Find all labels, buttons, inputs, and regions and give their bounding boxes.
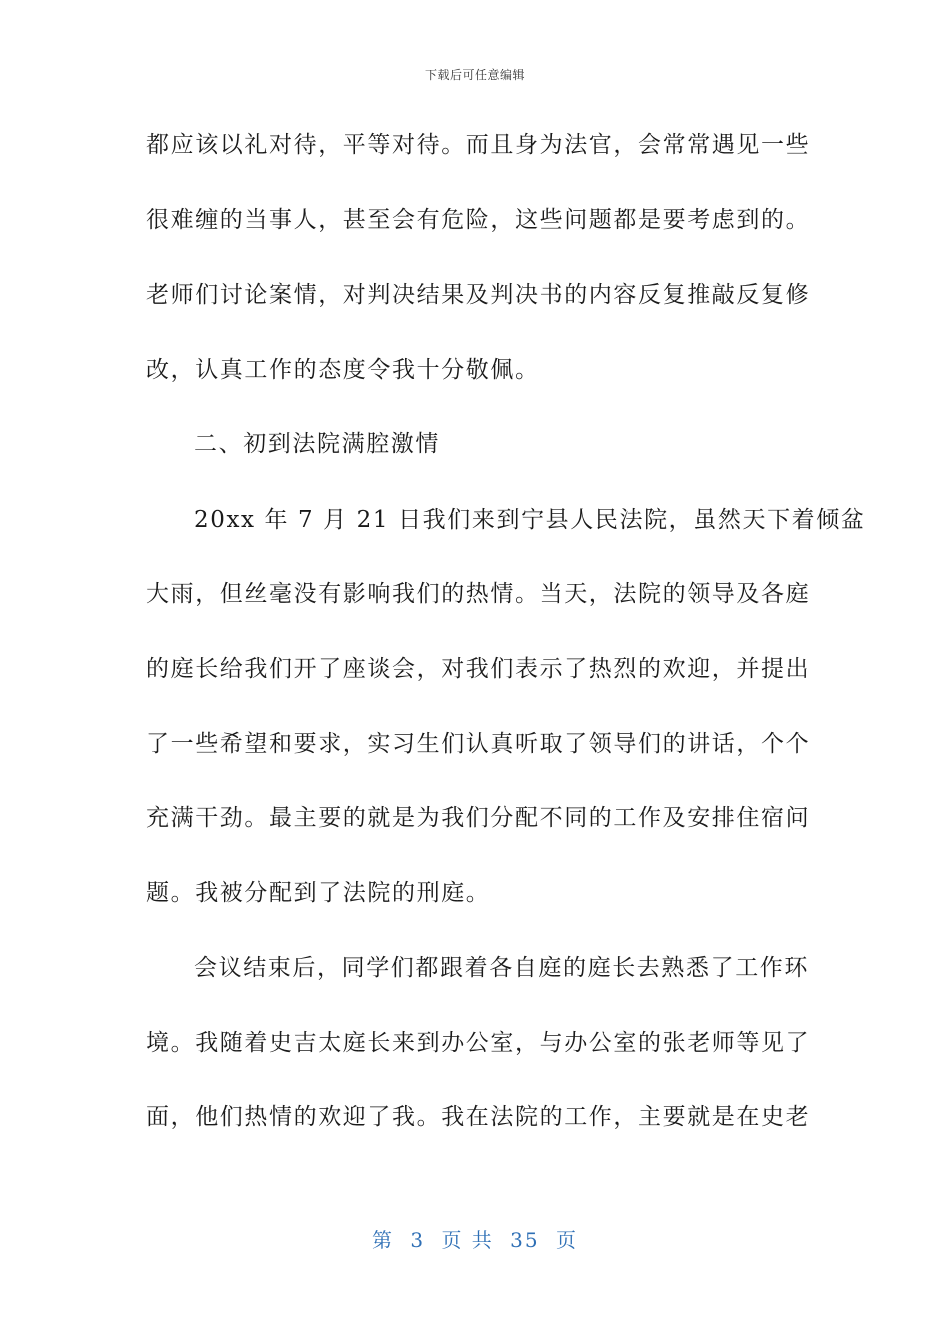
body-line: 的庭长给我们开了座谈会，对我们表示了热烈的欢迎，并提出 xyxy=(146,656,811,682)
body-line: 老师们讨论案情，对判决结果及判决书的内容反复推敲反复修 xyxy=(146,282,811,308)
page-number-footer xyxy=(0,1224,950,1253)
body-line: 题。我被分配到了法院的刑庭。 xyxy=(146,880,491,906)
body-line: 会议结束后，同学们都跟着各自庭的庭长去熟悉了工作环 xyxy=(194,955,809,981)
body-line: 都应该以礼对待，平等对待。而且身为法官，会常常遇见一些 xyxy=(146,132,811,158)
body-line: 大雨，但丝毫没有影响我们的热情。当天，法院的领导及各庭 xyxy=(146,581,811,607)
body-line: 境。我随着史吉太庭长来到办公室，与办公室的张老师等见了 xyxy=(146,1030,811,1056)
current-page-number: 3 xyxy=(410,1228,426,1252)
body-line: 20xx 年 7 月 21 日我们来到宁县人民法院，虽然天下着倾盆 xyxy=(194,507,866,533)
section-heading: 二、初到法院满腔激情 xyxy=(194,431,440,457)
footer-middle: 页 共 xyxy=(441,1228,494,1252)
body-line: 了一些希望和要求，实习生们认真听取了领导们的讲话，个个 xyxy=(146,731,811,757)
footer-prefix: 第 xyxy=(372,1228,394,1252)
body-line: 充满干劲。最主要的就是为我们分配不同的工作及安排住宿问 xyxy=(146,805,811,831)
page-header-note: 下载后可任意编辑 xyxy=(424,68,525,82)
body-line: 改，认真工作的态度令我十分敬佩。 xyxy=(146,357,540,383)
total-page-count: 35 xyxy=(510,1228,540,1252)
body-line: 面，他们热情的欢迎了我。我在法院的工作，主要就是在史老 xyxy=(146,1104,811,1130)
footer-suffix: 页 xyxy=(555,1228,578,1252)
body-line: 很难缠的当事人，甚至会有危险，这些问题都是要考虑到的。 xyxy=(146,207,811,233)
